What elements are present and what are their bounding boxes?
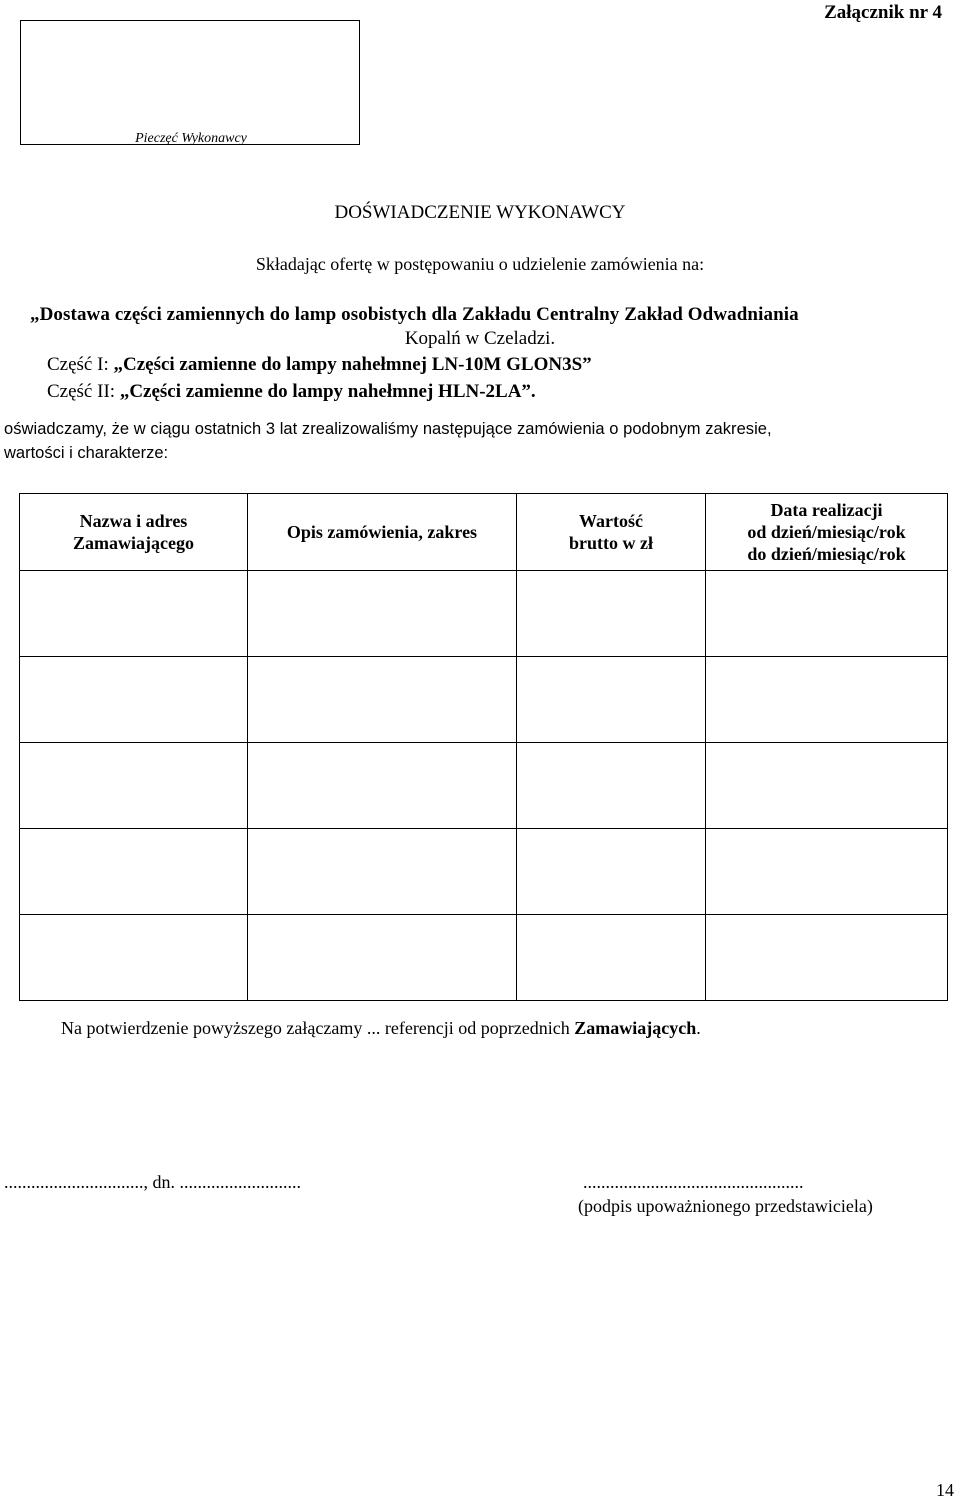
- contractor-stamp-box: [20, 20, 360, 145]
- table-cell[interactable]: [706, 657, 948, 743]
- table-cell[interactable]: [20, 571, 248, 657]
- table-row: [20, 915, 948, 1001]
- table-row: [20, 571, 948, 657]
- table-cell[interactable]: [706, 915, 948, 1001]
- table-body: [20, 571, 948, 1001]
- header-client-line-1: Nazwa i adres: [79, 511, 188, 531]
- part-1-text: „Części zamienne do lampy nahełmnej LN-10M GLON3S”: [113, 354, 592, 375]
- table-cell[interactable]: [20, 657, 248, 743]
- table-cell[interactable]: [20, 829, 248, 915]
- header-dates-line-3: do dzień/miesiąc/rok: [747, 544, 906, 564]
- header-value: [517, 494, 706, 571]
- annex-label: Załącznik nr 4: [824, 2, 942, 23]
- header-description: [248, 494, 517, 571]
- part-2-text: „Części zamienne do lampy nahełmnej HLN-2LA”.: [119, 381, 536, 402]
- table-cell[interactable]: [517, 657, 706, 743]
- table-row: [20, 829, 948, 915]
- table-cell[interactable]: [248, 829, 517, 915]
- part-1-label: Część I:: [47, 354, 114, 375]
- table-cell[interactable]: [248, 915, 517, 1001]
- table-cell[interactable]: [517, 743, 706, 829]
- header-value-line-2: brutto w zł: [569, 533, 653, 553]
- header-description-line-1: Opis zamówienia, zakres: [286, 522, 478, 542]
- table-cell[interactable]: [20, 743, 248, 829]
- header-value-line-1: Wartość: [579, 511, 643, 531]
- intro-text: Składając ofertę w postępowaniu o udzielenie zamówienia na:: [255, 254, 705, 274]
- table-cell[interactable]: [517, 571, 706, 657]
- header-client: [20, 494, 248, 571]
- table-cell[interactable]: [706, 829, 948, 915]
- table-cell[interactable]: [20, 915, 248, 1001]
- confirm-bold: Zamawiających: [574, 1018, 697, 1038]
- header-dates-line-1: Data realizacji: [770, 500, 883, 520]
- header-dates: [706, 494, 948, 571]
- table-row: [20, 743, 948, 829]
- stamp-label: Pieczęć Wykonawcy: [135, 131, 247, 146]
- references-confirmation: [61, 1018, 701, 1039]
- table-cell[interactable]: [517, 829, 706, 915]
- statement-line-1: oświadczamy, że w ciągu ostatnich 3 lat zrealizowaliśmy następujące zamówienia o podobnym zakresie,: [4, 420, 772, 438]
- signature-label: (podpis upoważnionego przedstawiciela): [578, 1196, 873, 1216]
- part-2-label: Część II:: [47, 381, 120, 402]
- part-2-line: [47, 380, 536, 404]
- signature-line: .................................................: [583, 1172, 804, 1192]
- table-cell[interactable]: [248, 743, 517, 829]
- header-dates-line-2: od dzień/miesiąc/rok: [747, 522, 906, 542]
- table-header-row: [20, 494, 948, 571]
- confirm-text: Na potwierdzenie powyższego załączamy ... referencji od poprzednich: [61, 1018, 575, 1038]
- table-cell[interactable]: [517, 915, 706, 1001]
- header-client-line-2: Zamawiającego: [73, 533, 194, 553]
- confirm-end: .: [696, 1018, 701, 1038]
- order-subject-line-1: „Dostawa części zamiennych do lamp osobistych dla Zakładu Centralny Zakład Odwadniania: [30, 304, 799, 325]
- table-cell[interactable]: [248, 657, 517, 743]
- table-row: [20, 657, 948, 743]
- experience-table: [19, 493, 948, 1001]
- statement-line-2: wartości i charakterze:: [4, 444, 169, 462]
- place-date-line: ..............................., dn. ...........................: [4, 1172, 301, 1192]
- table-cell[interactable]: [706, 571, 948, 657]
- order-subject-line-2: Kopalń w Czeladzi.: [404, 328, 556, 349]
- document-title: DOŚWIADCZENIE WYKONAWCY: [334, 202, 626, 223]
- table-cell[interactable]: [706, 743, 948, 829]
- page-number: 14: [936, 1480, 954, 1500]
- table-cell[interactable]: [248, 571, 517, 657]
- part-1-line: [47, 353, 592, 377]
